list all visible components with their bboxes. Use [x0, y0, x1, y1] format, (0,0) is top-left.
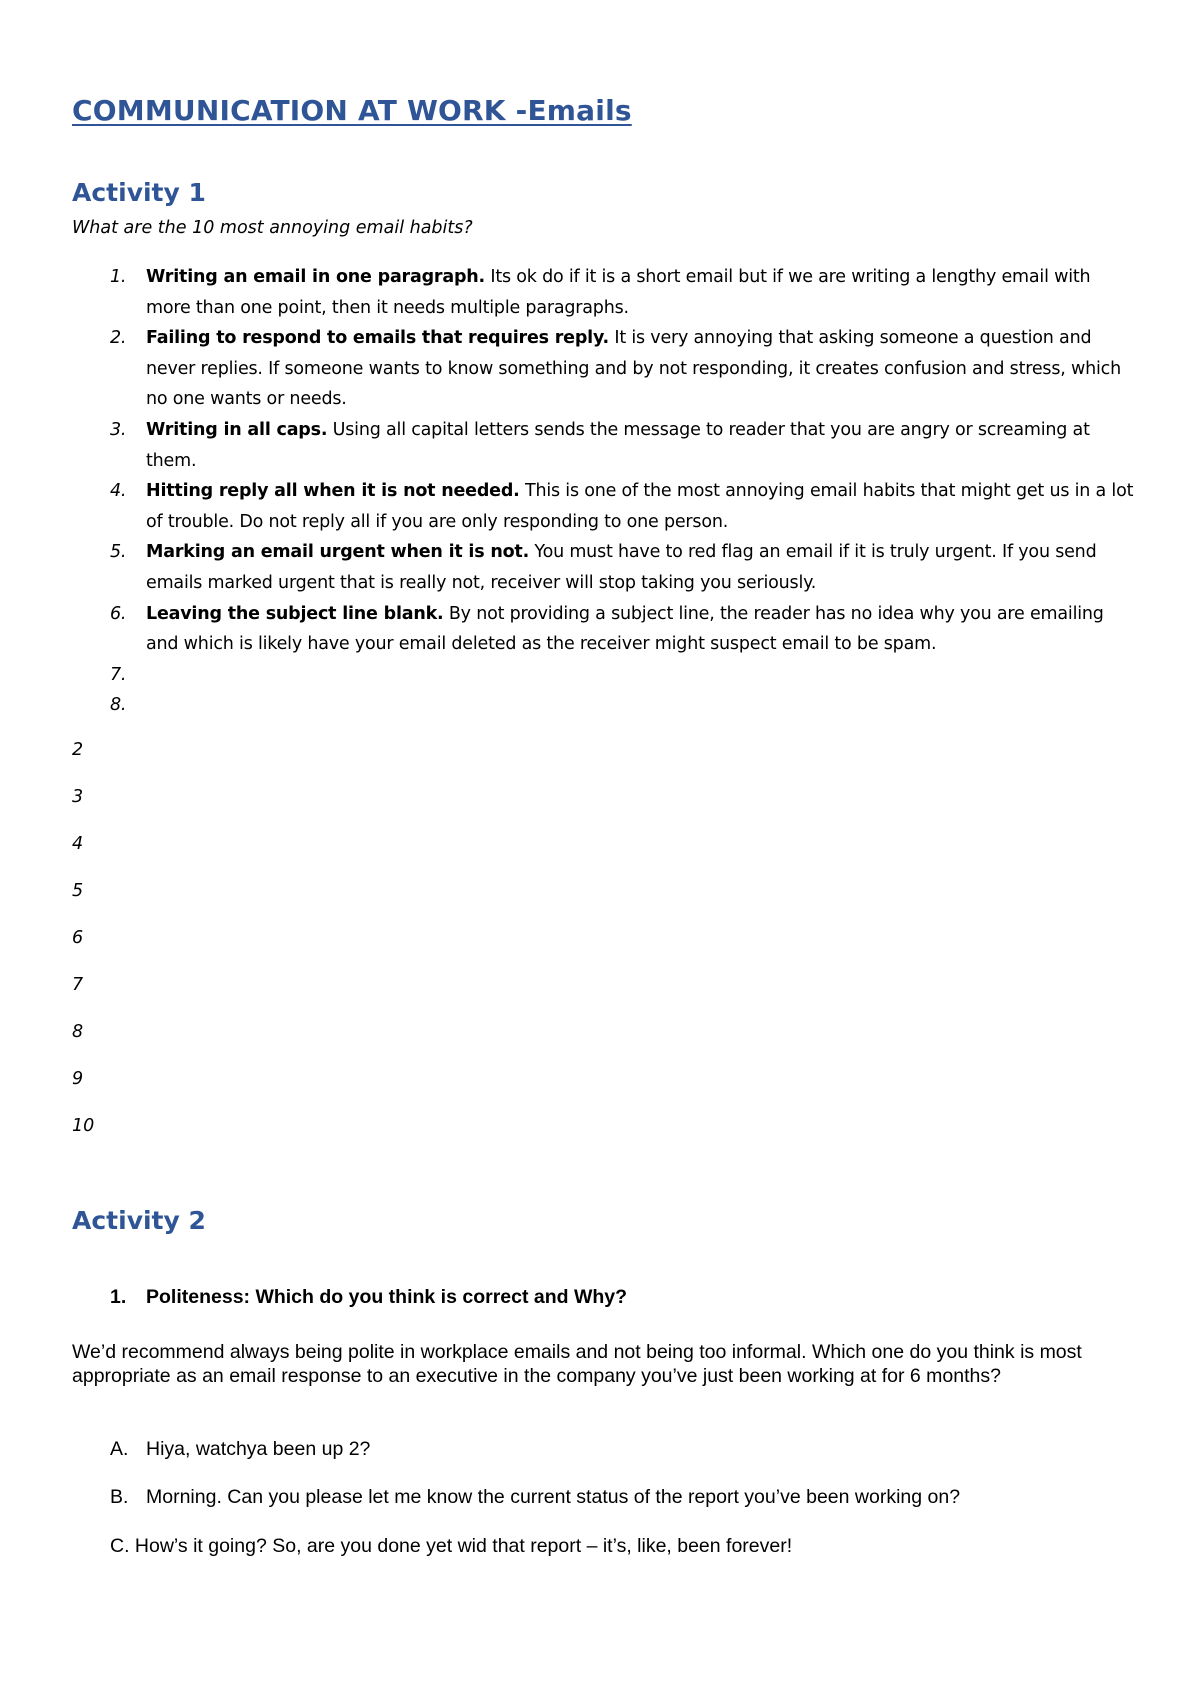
option-letter: B.	[110, 1486, 129, 1508]
number-item: 3	[72, 787, 84, 807]
habit-description: Using all capital letters sends the message to reader that you are angry or screaming at them.	[146, 419, 1090, 471]
question-text: Politeness: Which do you think is correct and Why?	[146, 1286, 628, 1308]
habit-item	[100, 476, 1135, 537]
option-text: Hiya, watchya been up 2?	[146, 1438, 371, 1460]
habit-number: 3.	[110, 419, 127, 440]
activity-2-heading: Activity 2	[72, 1206, 206, 1235]
habit-number: 7.	[110, 664, 127, 685]
habit-description: You must have to red flag an email if it is truly urgent. If you send emails marked urgent that is really not, receiver will stop taking you seriously.	[146, 542, 1097, 593]
option-text: How’s it going? So, are you done yet wid that report – it’s, like, been forever!	[134, 1535, 793, 1557]
option-letter: A.	[110, 1438, 129, 1460]
habit-item	[100, 537, 1135, 598]
habit-title: Writing an email in one paragraph.	[146, 267, 485, 287]
habit-title: Writing in all caps.	[146, 419, 328, 440]
document-title: COMMUNICATION AT WORK -Emails	[72, 94, 632, 127]
number-item: 8	[72, 1022, 84, 1042]
habit-item	[100, 323, 1135, 415]
habit-number: 6.	[110, 603, 127, 624]
number-item: 5	[72, 881, 84, 901]
question-number: 1.	[110, 1286, 127, 1308]
number-item: 4	[72, 834, 84, 854]
option-b	[110, 1486, 960, 1509]
habit-number: 1.	[110, 267, 127, 287]
option-a	[110, 1438, 370, 1461]
habits-list	[100, 262, 1135, 721]
habit-item	[100, 262, 1135, 323]
habit-description: By not providing a subject line, the reader has no idea why you are emailing and which is likely have your email deleted as the receiver might suspect email to be spam.	[146, 603, 1104, 655]
habit-title: Failing to respond to emails that requires reply.	[146, 328, 609, 349]
number-item: 2	[72, 740, 84, 760]
habit-item	[100, 690, 1135, 721]
habit-description: This is one of the most annoying email habits that might get us in a lot of trouble. Do not reply all if you are only responding to one person.	[146, 481, 1134, 532]
number-item: 9	[72, 1069, 84, 1089]
option-text: Morning. Can you please let me know the current status of the report you’ve been working on?	[146, 1486, 961, 1508]
number-item: 7	[72, 975, 84, 995]
habit-number: 2.	[110, 328, 127, 349]
activity-1-heading: Activity 1	[72, 178, 206, 207]
number-list	[72, 738, 94, 1161]
activity-1-question: What are the 10 most annoying email habits?	[72, 218, 473, 238]
number-item: 10	[72, 1116, 95, 1136]
habit-number: 5.	[110, 542, 127, 563]
habit-item	[100, 660, 1135, 691]
option-c	[110, 1535, 792, 1558]
activity-2-paragraph: We’d recommend always being polite in workplace emails and not being too informal. Which one do you think is most appropriate as an email response to an executive in the company you’ve just been working at for 6 months?	[72, 1341, 1082, 1387]
habit-item	[100, 599, 1135, 660]
habit-description: It is very annoying that asking someone a question and never replies. If someone wants to know something and by not responding, it creates confusion and stress, which no one wants or needs.	[146, 328, 1121, 410]
habit-description: Its ok do if it is a short email but if we are writing a lengthy email with more than one point, then it needs multiple paragraphs.	[146, 267, 1091, 318]
habit-title: Marking an email urgent when it is not.	[146, 542, 530, 563]
habit-title: Hitting reply all when it is not needed.	[146, 481, 520, 502]
number-item: 6	[72, 928, 84, 948]
habit-item	[100, 415, 1135, 476]
habit-title: Leaving the subject line blank.	[146, 603, 444, 624]
option-letter: C.	[110, 1535, 130, 1557]
habit-number: 4.	[110, 481, 127, 502]
habit-number: 8.	[110, 695, 127, 716]
